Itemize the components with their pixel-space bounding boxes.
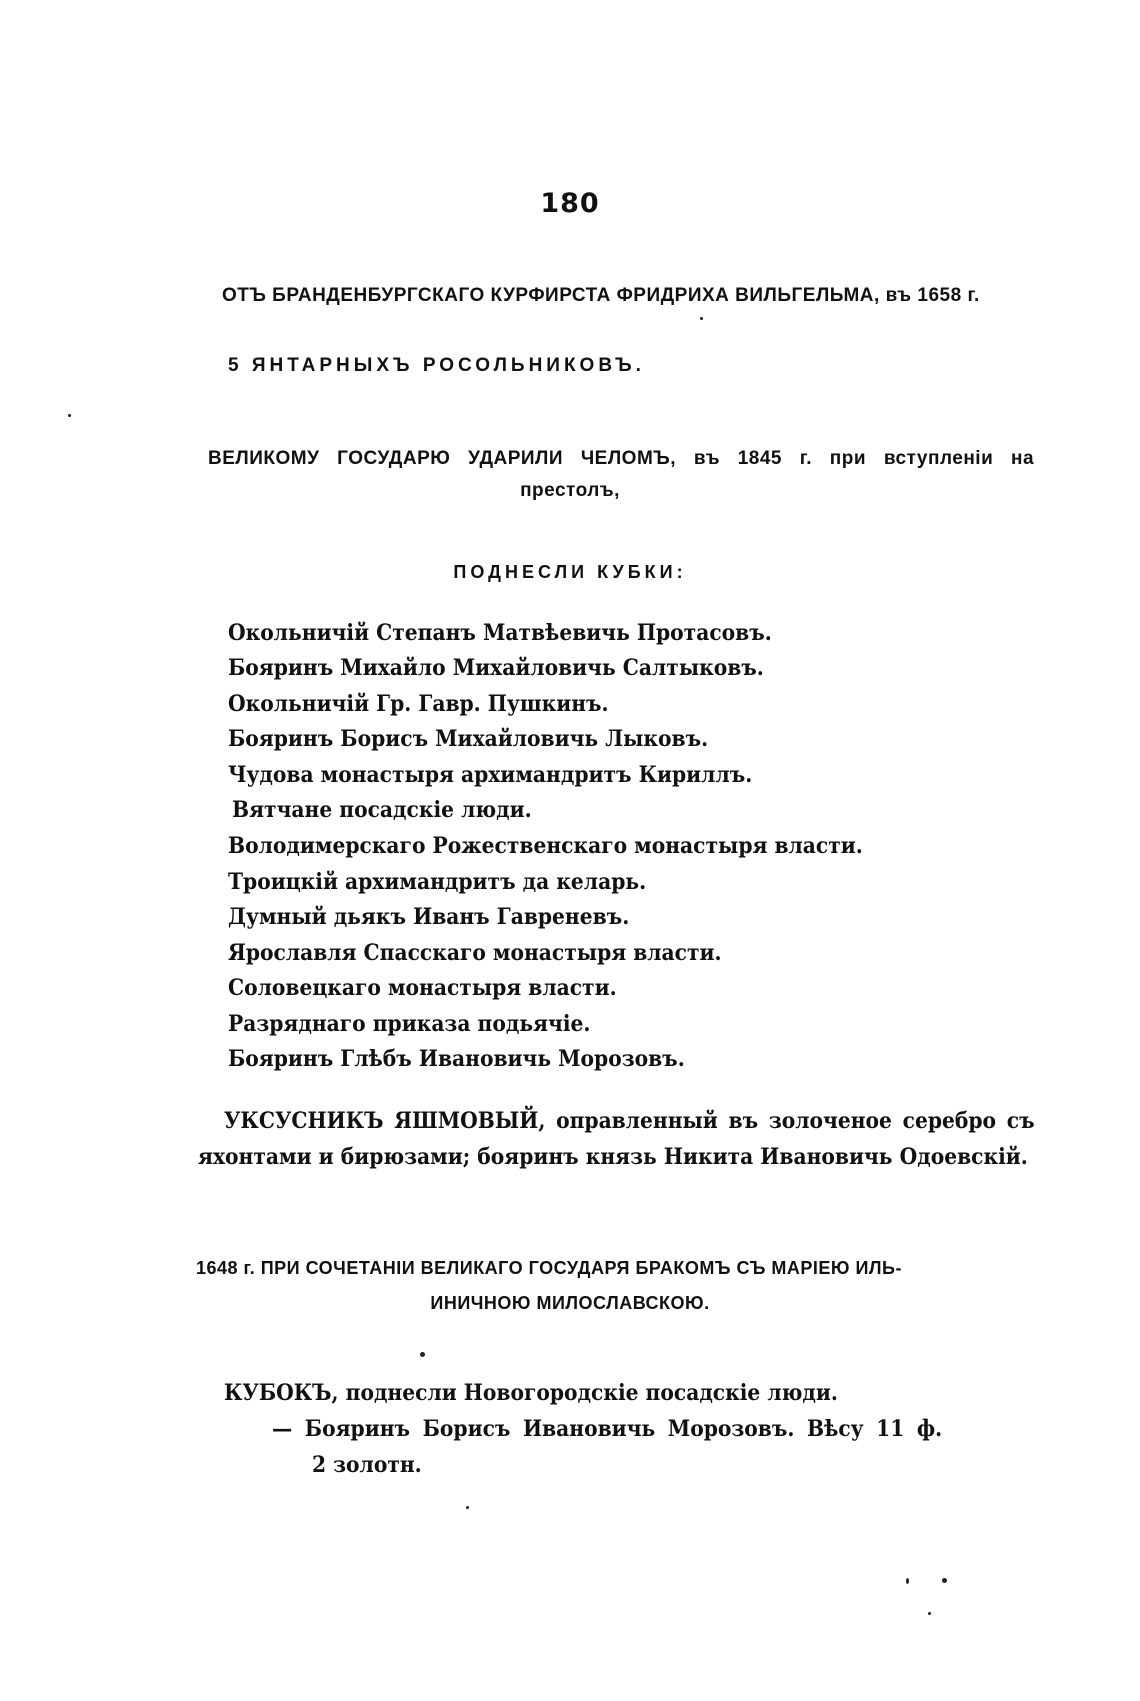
vinegar-line1: УКСУСНИКЪ ЯШМОВЫЙ, оправленный въ золоченое серебро съ: [224, 1108, 1035, 1134]
cups-heading: ПОДНЕСЛИ КУБКИ:: [453, 562, 687, 582]
amber-item: 5 ЯНТАРНЫХЪ РОСОЛЬНИКОВЪ.: [228, 355, 645, 376]
cup-line2: — Бояринъ Борисъ Ивановичь Морозовъ. Вѣсу 11 ф.: [272, 1416, 943, 1442]
speck-mark: [928, 1612, 931, 1615]
speck-mark: [942, 1578, 947, 1583]
page-number: 180: [540, 188, 600, 219]
cup-line: КУБОКЪ, поднесли Новогородскіе посадскіе люди.: [224, 1380, 838, 1406]
speck-mark: [700, 317, 703, 320]
donor-line: Вятчане посадскіе люди.: [232, 797, 532, 823]
speck-mark: [466, 1506, 469, 1509]
homage-heading-line2: престолъ,: [520, 480, 620, 501]
speck-mark: [420, 1352, 425, 1357]
donor-line: Бояринъ Глѣбъ Ивановичь Морозовъ.: [228, 1046, 685, 1072]
cup-line3: 2 золотн.: [312, 1452, 422, 1478]
donor-line: Бояринъ Борисъ Михайловичь Лыковъ.: [228, 726, 709, 752]
donor-line: Разряднаго приказа подьячіе.: [228, 1011, 591, 1037]
heading-brandenburg: ОТЪ БРАНДЕНБУРГСКАГО КУРФИРСТА ФРИДРИХА ВИЛЬГЕЛЬМА, въ 1658 г.: [222, 285, 980, 306]
donor-line: Володимерскаго Рожественскаго монастыря власти.: [228, 833, 863, 859]
donor-line: Ярославля Спасскаго монастыря власти.: [228, 940, 722, 966]
homage-heading-line1: ВЕЛИКОМУ ГОСУДАРЮ УДАРИЛИ ЧЕЛОМЪ, въ 1845 г. при вступленіи на: [208, 448, 1035, 469]
speck-mark: [906, 1578, 909, 1584]
donor-line: Думный дьякъ Иванъ Гавреневъ.: [228, 904, 630, 930]
speck-mark: [68, 414, 71, 417]
donor-line: Окольничій Гр. Гавр. Пушкинъ.: [228, 691, 609, 717]
marriage-heading-line1: 1648 г. ПРИ СОЧЕТАНІИ ВЕЛИКАГО ГОСУДАРЯ БРАКОМЪ СЪ МАРІЕЮ ИЛЬ-: [196, 1258, 902, 1278]
donor-line: Окольничій Степанъ Матвѣевичь Протасовъ.: [228, 620, 772, 646]
donor-line: Бояринъ Михайло Михайловичь Салтыковъ.: [228, 655, 764, 681]
donor-line: Троицкій архимандритъ да келарь.: [228, 869, 647, 895]
marriage-heading-line2: ИНИЧНОЮ МИЛОСЛАВСКОЮ.: [430, 1293, 710, 1313]
donor-line: Соловецкаго монастыря власти.: [228, 975, 617, 1001]
donor-line: Чудова монастыря архимандритъ Кириллъ.: [228, 762, 753, 788]
vinegar-line2: яхонтами и бирюзами; бояринъ князь Никита Ивановичь Одоевскій.: [198, 1144, 1028, 1170]
